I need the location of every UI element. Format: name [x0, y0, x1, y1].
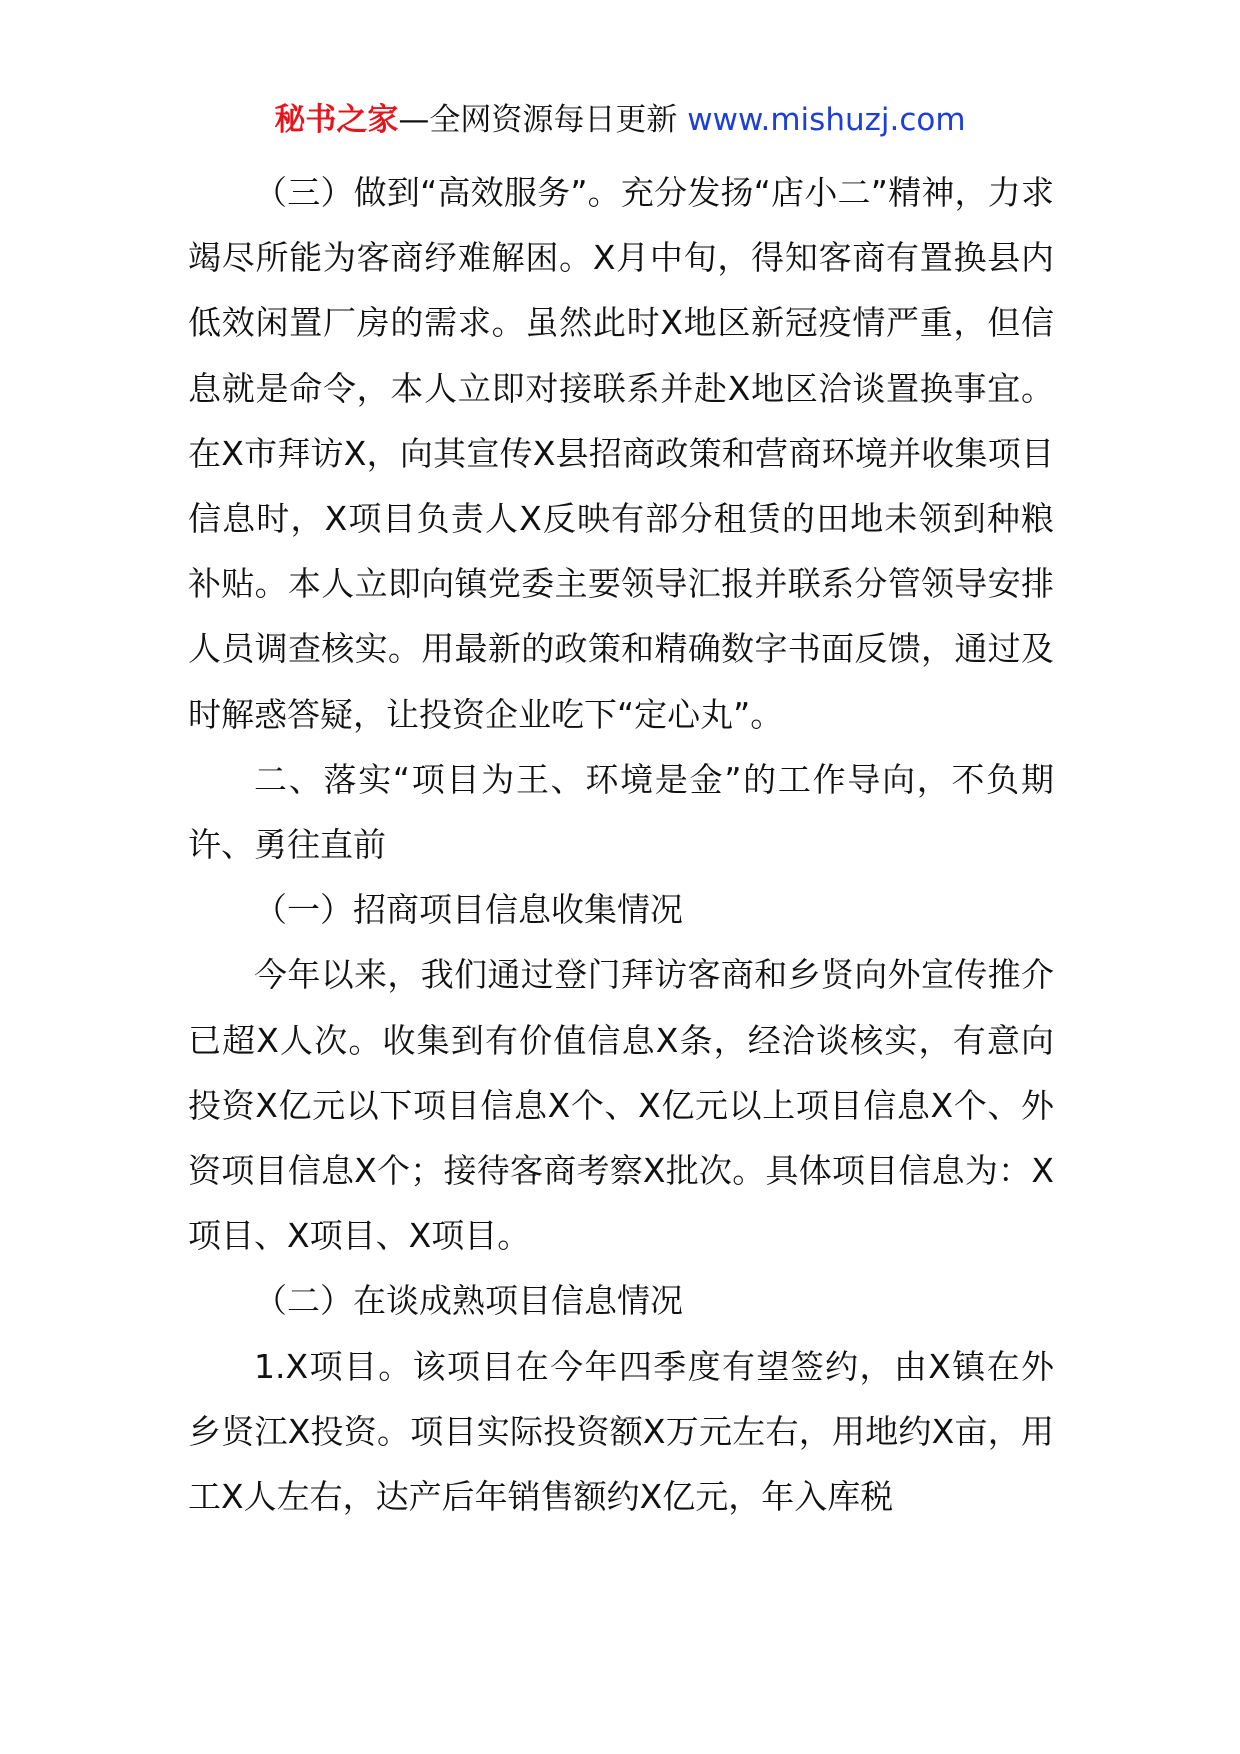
paragraph-info-collection: 今年以来，我们通过登门拜访客商和乡贤向外宣传推介已超X人次。收集到有价值信息X条，经洽谈核实，有意向投资X亿元以下项目信息X个、X亿元以上项目信息X个、外资项目信息X个；接待客商考察X批次。具体项目信息为：X项目、X项目、X项目。 — [188, 955, 1054, 1256]
section-heading-two: 二、落实“项目为王、环境是金”的工作导向，不负期许、勇往直前 — [188, 759, 1054, 865]
paragraph-efficient-service: （三）做到“高效服务”。充分发扬“店小二”精神，力求竭尽所能为客商纾难解困。X月中旬，得知客商有置换县内低效闲置厂房的需求。虽然此时X地区新冠疫情严重，但信息就是命令，本人立即对接联系并赴X地区洽谈置换事宜。在X市拜访X，向其宣传X县招商政策和营商环境并收集项目信息时，X项目负责人X反映有部分租赁的田地未领到种粮补贴。本人立即向镇党委主要领导汇报并联系分管领导安排人员调查核实。用最新的政策和精确数字书面反馈，通过及时解惑答疑，让投资企业吃下“定心丸”。 — [188, 173, 1054, 734]
subheading-info-collection: （一）招商项目信息收集情况 — [254, 890, 683, 930]
watermark-header — [0, 98, 1240, 142]
subheading-mature-projects: （二）在谈成熟项目信息情况 — [254, 1281, 683, 1321]
brand-name: 秘书之家 — [274, 102, 399, 138]
document-body — [188, 160, 1054, 1529]
brand-tagline: —全网资源每日更新 — [398, 102, 678, 138]
site-url-link[interactable]: www.mishuzj.com — [687, 102, 966, 138]
paragraph-project-one: 1.X项目。该项目在今年四季度有望签约，由X镇在外乡贤江X投资。项目实际投资额X万元左右，用地约X亩，用工X人左右，达产后年销售额约X亿元，年入库税 — [188, 1346, 1054, 1517]
